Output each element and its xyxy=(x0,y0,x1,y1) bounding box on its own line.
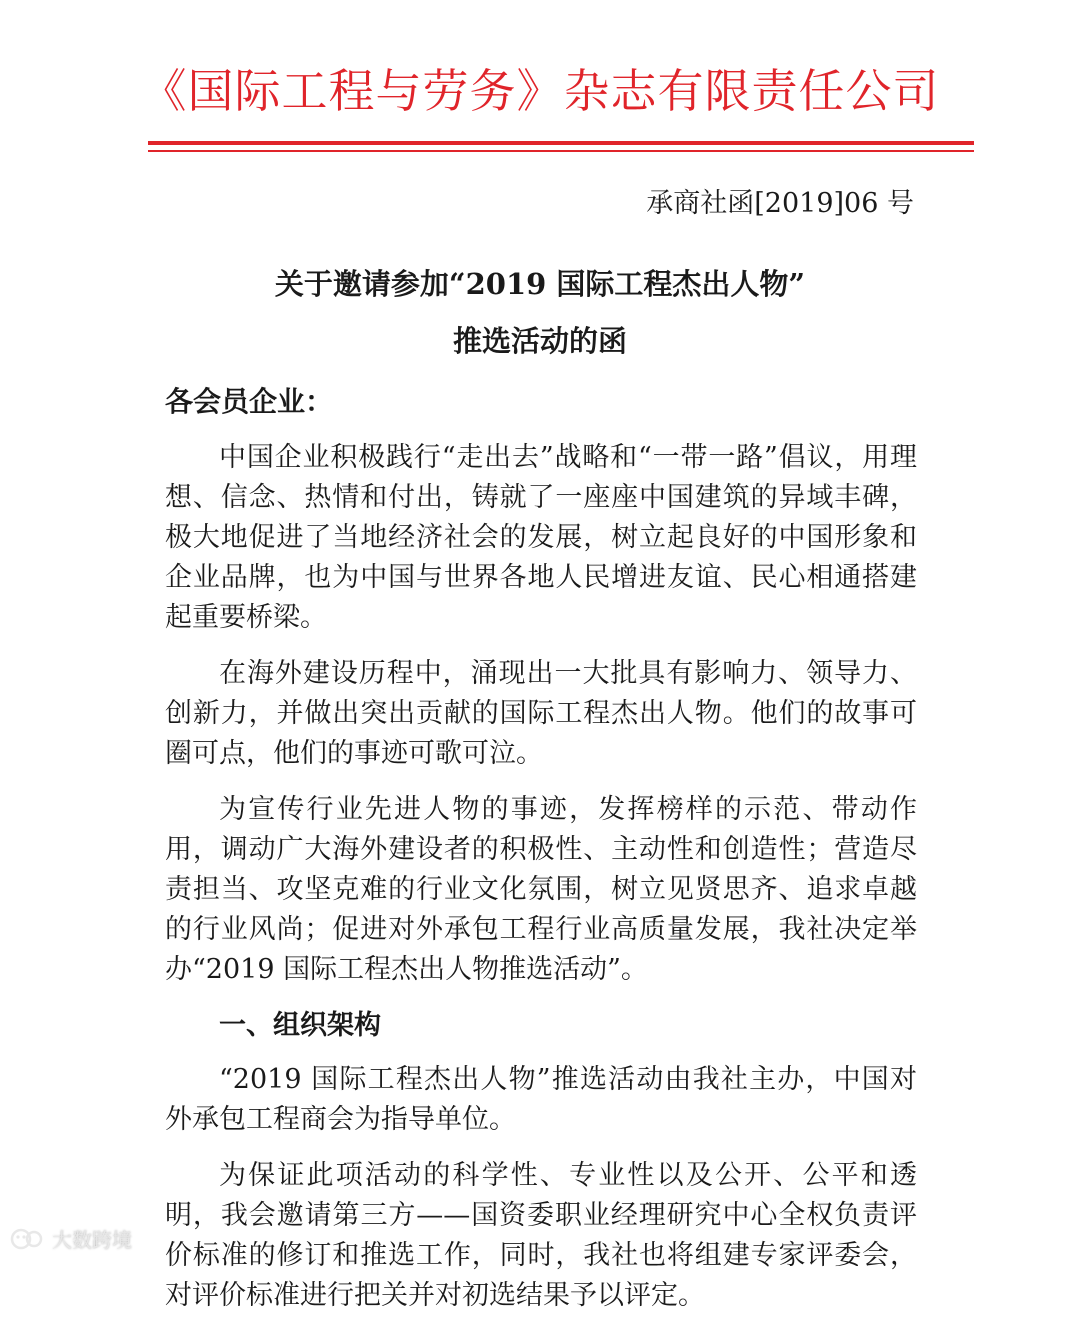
watermark xyxy=(10,1224,132,1253)
body-paragraph-4: “2019 国际工程杰出人物”推选活动由我社主办，中国对外承包工程商会为指导单位。 xyxy=(165,1064,917,1135)
account-watermark-icon xyxy=(10,1227,46,1251)
body-paragraph-3: 为宣传行业先进人物的事迹，发挥榜样的示范、带动作用，调动广大海外建设者的积极性、主动性和创造性；营造尽责担当、攻坚克难的行业文化氛围，树立见贤思齐、追求卓越的行业风尚；促进对外承包工程行业高质量发展，我社决定举办“2019 国际工程杰出人物推选活动”。 xyxy=(165,794,917,985)
masthead-company-name: 《国际工程与劳务》杂志有限责任公司 xyxy=(140,64,940,118)
masthead-rule-thin xyxy=(148,150,974,152)
letter-title-line-2: 推选活动的函 xyxy=(452,324,627,358)
body-paragraph-1: 中国企业积极践行“走出去”战略和“一带一路”倡议，用理想、信念、热情和付出，铸就了一座座中国建筑的异域丰碑，极大地促进了当地经济社会的发展，树立起良好的中国形象和企业品牌，也为中国与世界各地人民增进友谊、民心相通搭建起重要桥梁。 xyxy=(165,442,917,633)
salutation: 各会员企业： xyxy=(165,385,334,418)
body-paragraph-2: 在海外建设历程中，涌现出一大批具有影响力、领导力、创新力，并做出突出贡献的国际工程杰出人物。他们的故事可圈可点，他们的事迹可歌可泣。 xyxy=(165,658,917,769)
body-paragraph-5: 为保证此项活动的科学性、专业性以及公开、公平和透明，我会邀请第三方——国资委职业经理研究中心全权负责评价标准的修订和推选工作，同时，我社也将组建专家评委会，对评价标准进行把关并对初选结果予以评定。 xyxy=(165,1160,917,1311)
watermark-text: 大数跨境 xyxy=(52,1228,132,1252)
section-heading-organization: 一、组织架构 xyxy=(219,1010,381,1041)
document-number: 承商社函[2019]06 号 xyxy=(646,188,914,219)
letter-title-line-1: 关于邀请参加“2019 国际工程杰出人物” xyxy=(274,267,806,301)
letter-body xyxy=(165,438,917,1332)
masthead-rule-thick xyxy=(148,141,974,145)
